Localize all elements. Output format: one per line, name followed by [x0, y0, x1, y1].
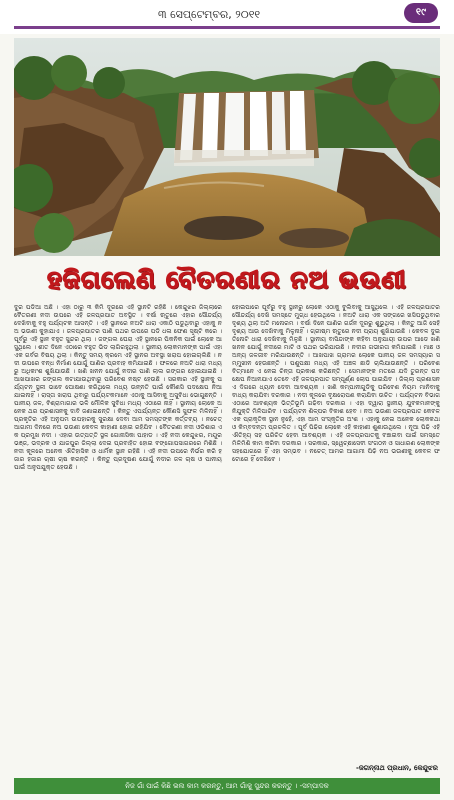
article-column-right-text: ହୋଇପାରେ ପୂର୍ବରୁ ବହୁ ସ୍ଥାନରୁ ଲୋକେ ଏଠାକୁ ବୁଲିବାକୁ ଆସୁଥିଲେ । ଏହି ଜଳପ୍ରପାତର ସୌନ୍ଦର୍ଯ୍ୟ ଦେଖି ସମସ୍ତେ ମୁଗ୍ଧ ହେଉଥିଲେ । ନଅଟି ଧାରା ଏକ ସଙ୍ଗରେ ଖସିପଡୁଥିବାର ଦୃଶ୍ୟ ଥିଲା ଅତି ମନୋରମ । ବର୍ଷା ଦିନେ ପାଣିର ଗର୍ଜନ ଦୂରରୁ ଶୁଭୁଥିଲା । କିନ୍ତୁ ଆଜି ସେହି ଦୃଶ୍ୟ ଆଉ ଦେଖିବାକୁ ମିଳୁନାହିଁ । ଗ୍ରୀଷ୍ମ ଋତୁରେ ନଦୀ ପ୍ରାୟ ଶୁଖିଯାଉଛି । କେବଳ ଦୁଇ ତିନୋଟି ଧାରା ଦେଖିବାକୁ ମିଳୁଛି । ସ୍ଥାନୀୟ ବାସିନ୍ଦାଙ୍କ କହିବା ଅନୁଯାୟୀ ଉପର ଆଡେ ଖଣି ଖନନ ଯୋଗୁଁ ନଦୀରେ ମାଟି ଓ ପଥର ଭରିଯାଉଛି । ନଦୀର ଗଭୀରତା କମିଯାଇଛି । ମାଛ ଓ ଅନ୍ୟ ଜଳଜୀବ ମରିଯାଉଛନ୍ତି । ଆଖପାଖ ଗ୍ରାମର ଲୋକେ ପାନୀୟ ଜଳ ସମସ୍ୟାର ସମ୍ମୁଖୀନ ହେଉଛନ୍ତି । ପଶୁପକ୍ଷୀ ମଧ୍ୟ ଏହି ଅଞ୍ଚଳ ଛାଡି ଚାଲିଯାଉଛନ୍ତି । ପରିବେଶବିତ୍ମାନେ ଏ ନେଇ ଚିନ୍ତା ପ୍ରକାଶ କରିଛନ୍ତି । ସେମାନଙ୍କ ମତରେ ଯଦି ତୁରନ୍ତ ପଦକ୍ଷେପ ନିଆନଯାଏ ତେବେ ଏହି ଜଳପ୍ରପାତ ସମ୍ପୂର୍ଣ୍ଣ ଲୋପ ପାଇଯିବ । ଜିଲ୍ଲା ପ୍ରଶାସନ ଏ ଦିଗରେ ଧ୍ୟାନ ଦେବା ଆବଶ୍ୟକ । ଖଣି କମ୍ପାନୀଗୁଡିକୁ ପରିବେଶ ନିୟମ ମାନିବାକୁ ବାଧ୍ୟ କରାଯିବା ଦରକାର । ନଦୀ କୂଳରେ ବୃକ୍ଷରୋପଣ କରାଯିବା ଉଚିତ । ପର୍ଯ୍ୟଟନ ବିଭାଗ ଏଠାରେ ଆବଶ୍ୟକ ଭିତ୍ତିଭୂମି ଗଢିବା ଦରକାର । ଏହା ଦ୍ୱାରା ସ୍ଥାନୀୟ ଯୁବକମାନଙ୍କୁ ନିଯୁକ୍ତି ମିଳିପାରିବ । ପର୍ଯ୍ୟଟନ ଶିଳ୍ପର ବିକାଶ ହେବ । ନଅ ଭଉଣୀ ଜଳପ୍ରପାତ କେବଳ ଏକ ପ୍ରାକୃତିକ ସ୍ଥାନ ନୁହେଁ, ଏହା ଆମ ସଂସ୍କୃତିର ଅଂଶ । ଏହାକୁ ନେଇ ଅନେକ ଲୋକକଥା ଓ କିମ୍ବଦନ୍ତୀ ପ୍ରଚଳିତ । ପୂର୍ବ ପିଢିର ଲୋକେ ଏହି କାହାଣୀ ଶୁଣାଉଥିଲେ । ନୂଆ ପିଢି ଏହି ଐତିହ୍ୟ ସହ ପରିଚିତ ହେବା ଆବଶ୍ୟକ । ଏହି ଜଳପ୍ରପାତକୁ ବଞ୍ଚାଇବା ପାଇଁ ସମସ୍ତେ ମିଳିମିଶି କାମ କରିବା ଦରକାର । ସରକାର, ସ୍ୱେଚ୍ଛାସେବୀ ସଂଗଠନ ଓ ସାଧାରଣ ଲୋକଙ୍କ ସହଯୋଗରେ ହିଁ ଏହା ସମ୍ଭବ । ନଚେତ୍ ଆମର ଆଗାମୀ ପିଢି ନଅ ଭଉଣୀକୁ କେବଳ ଫଟୋରେ ହିଁ ଦେଖିବେ । [232, 304, 440, 463]
waterfall-photo [14, 38, 440, 256]
header-divider [14, 26, 440, 29]
footer-banner [14, 778, 440, 794]
article-headline [14, 258, 440, 302]
footer-text: ନିଜ ଗାଁ ପାଇଁ କିଛି ଭଲ କାମ କରନ୍ତୁ, ଆମ ଗାଁକୁ ସୁନ୍ଦର କରନ୍ତୁ । -ସମ୍ପାଦକ [125, 781, 329, 790]
article-body [14, 304, 440, 774]
headline-text: ହଜିଗଲେଣି ବୈତରଣୀର ନଅ ଭଉଣୀ [47, 265, 407, 294]
article-column-left: ଦୁର ପଡିଆ ଅଛି । ଏହା ଠାରୁ ୩ କିମି ଦୂରରେ ଏହି ସ୍ଥାନଟି ରହିଛି । କେନ୍ଦୁଝର ଜିଲ୍ଲାରେ ବୈତରଣୀ ନଦୀ ଉପରେ ଏହି ଜଳପ୍ରପାତ ଅବସ୍ଥିତ । ବର୍ଷା ଋତୁରେ ଏହାର ସୌନ୍ଦର୍ଯ୍ୟ ଦେଖିବାକୁ ବହୁ ପର୍ଯ୍ୟଟକ ଆସନ୍ତି । ଏହି ସ୍ଥାନରେ ନଅଟି ଧାରା ଏକାଠି ପଡୁଥିବାରୁ ଏହାକୁ ନଅ ଭଉଣୀ କୁହାଯାଏ । ଜଳପ୍ରପାତର ପାଣି ପଥର ଉପରେ ପଡି ଧଳା ଫେଣ ସୃଷ୍ଟି କରେ । ପୂର୍ବରୁ ଏହି ସ୍ଥାନ ବହୁତ ସୁନ୍ଦର ଥିଲା । ଜଙ୍ଗଲ ଘେରା ଏହି ସ୍ଥାନରେ ପିକନିକ ପାଇଁ ଲୋକେ ଆସୁଥିଲେ । ଶୀତ ଦିନେ ଏଠାରେ ବହୁତ ଭିଡ ଲାଗିରହୁଥିଲା । ସ୍ଥାନୀୟ ଲୋକମାନଙ୍କ ପାଇଁ ଏହା ଏକ ଗର୍ବର ବିଷୟ ଥିଲା । କିନ୍ତୁ ସମୟ କ୍ରମେ ଏହି ସ୍ଥାନର ଅବସ୍ଥା ଖରାପ ହୋଇଚାଲିଛି । ନଦୀ ଉପରେ ବନ୍ଧ ନିର୍ମାଣ ଯୋଗୁଁ ପାଣିର ପ୍ରବାହ କମିଯାଇଛି । ଫଳରେ ନଅଟି ଧାରା ମଧ୍ୟରୁ ଅଧିକାଂଶ ଶୁଖିଯାଉଛି । ଖଣି ଖନନ ଯୋଗୁଁ ନଦୀର ପାଣି ଲାଲ ରଙ୍ଗର ହୋଇଯାଇଛି । ଆଖପାଖର ଜଙ୍ଗଲ କଟାଯାଉଥିବାରୁ ପରିବେଶ ନଷ୍ଟ ହେଉଛି । ସରକାର ଏହି ସ୍ଥାନକୁ ପର୍ଯ୍ୟଟନ ସ୍ଥଳୀ ଭାବେ ଘୋଷଣା କରିଥିଲେ ମଧ୍ୟ ଉନ୍ନତି ପାଇଁ କୌଣସି ପଦକ୍ଷେପ ନିଆଯାଇନାହିଁ । ରାସ୍ତା ଖରାପ ଥିବାରୁ ପର୍ଯ୍ୟଟକମାନେ ଏଠାକୁ ଆସିବାକୁ ଅସୁବିଧା ଭୋଗୁଛନ୍ତି । ପାନୀୟ ଜଳ, ବିଶ୍ରାମାଗାର ଭଳି ମୌଳିକ ସୁବିଧା ମଧ୍ୟ ଏଠାରେ ନାହିଁ । ସ୍ଥାନୀୟ ଲୋକେ ଅନେକ ଥର ପ୍ରଶାସନକୁ ଦାବି ଜଣାଇଛନ୍ତି । କିନ୍ତୁ ଏପର୍ଯ୍ୟନ୍ତ କୌଣସି ସୁଫଳ ମିଳିନାହିଁ । ପ୍ରକୃତିର ଏହି ଅନୁପମ ଉପହାରକୁ ସୁରକ୍ଷା ଦେବା ଆମ ସମସ୍ତଙ୍କ କର୍ତ୍ତବ୍ୟ । ନଚେତ୍ ଆଗାମୀ ଦିନରେ ନଅ ଭଉଣୀ କେବଳ କାହାଣୀ ହୋଇ ରହିଯିବ । ବୈତରଣୀ ନଦୀ ଓଡିଶାର ଏକ ପ୍ରମୁଖ ନଦୀ । ଏହାର ଉତ୍ପତ୍ତି ସ୍ଥଳ ଗୋନାସିକା ପାହାଡ । ଏହି ନଦୀ କେନ୍ଦୁଝର, ମୟୂରଭଞ୍ଜ, ଭଦ୍ରକ ଓ ଯାଜପୁର ଜିଲ୍ଲା ଦେଇ ପ୍ରବାହିତ ହୋଇ ବଙ୍ଗୋପସାଗରରେ ମିଶିଛି । ନଦୀ କୂଳରେ ଅନେକ ଐତିହାସିକ ଓ ଧାର୍ମିକ ସ୍ଥାନ ରହିଛି । ଏହି ନଦୀ ଉପରେ ନିର୍ଭର କରି ହଜାର ହଜାର ଚାଷୀ ଚାଷ କରନ୍ତି । କିନ୍ତୁ ପ୍ରଦୂଷଣ ଯୋଗୁଁ ନଦୀର ଜଳ ଚାଷ ଓ ପାନୀୟ ପାଇଁ ଅନୁପଯୁକ୍ତ ହେଉଛି । [14, 304, 222, 471]
author-byline: -ଜଗନ୍ନାଥ ପ୍ରଧାନ, କେନ୍ଦୁଝର [352, 764, 438, 772]
page-header [0, 0, 454, 34]
article-column-right [232, 304, 440, 774]
page-number-badge: ୧୯ [404, 3, 438, 23]
issue-date: ୩ ସେପ୍ଟେମ୍ବର, ୨୦୧୧ [158, 8, 261, 21]
